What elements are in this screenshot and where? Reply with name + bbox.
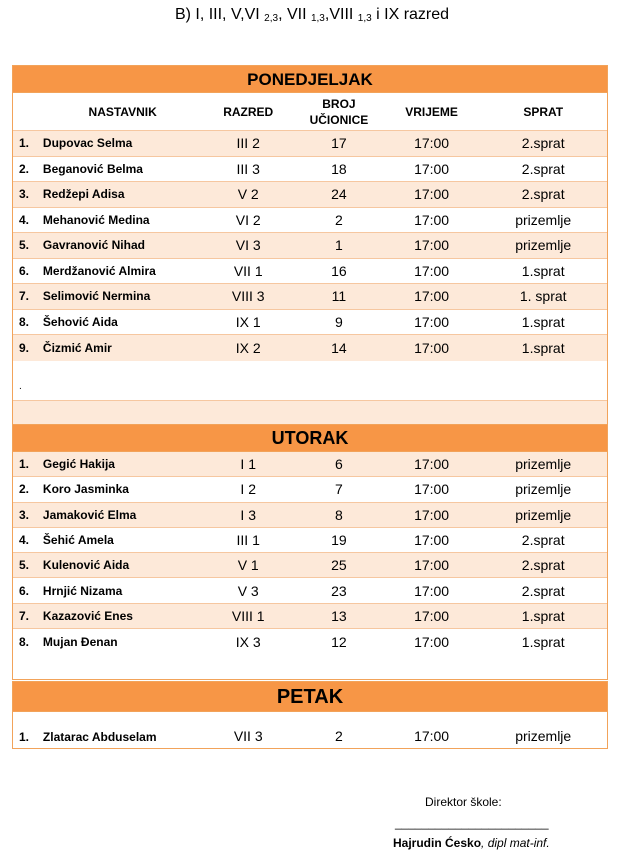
table-row	[13, 629, 607, 654]
teacher-name: Koro Jasminka	[42, 482, 129, 497]
table-row	[13, 528, 607, 553]
classroom-cell: 8	[335, 506, 343, 523]
floor-cell: 1. sprat	[519, 288, 567, 305]
class-cell: VII 3	[233, 728, 263, 744]
teacher-name: Beganović Belma	[42, 161, 143, 176]
floor-cell: prizemlje	[515, 506, 572, 523]
class-cell: III 2	[236, 135, 260, 152]
floor-cell: 2.sprat	[521, 557, 565, 574]
table-row	[13, 452, 607, 477]
table-row	[13, 310, 607, 336]
row-number: 9.	[19, 340, 30, 355]
classroom-cell: 24	[331, 186, 347, 203]
teacher-name: Zlatarac Abduselam	[42, 730, 157, 744]
time-cell: 17:00	[414, 557, 450, 574]
time-cell: 17:00	[414, 211, 450, 228]
floor-cell: 1.sprat	[521, 607, 565, 624]
classroom-cell: 9	[335, 313, 343, 330]
table-row	[13, 259, 607, 285]
table-row	[13, 553, 607, 578]
col-sprat: SPRAT	[523, 104, 564, 119]
row-number: 3.	[19, 187, 30, 202]
teacher-name: Gegić Hakija	[42, 457, 115, 472]
classroom-cell: 2	[335, 728, 343, 744]
table-row	[13, 712, 607, 748]
teacher-name: Kazazović Enes	[42, 608, 133, 623]
time-cell: 17:00	[414, 456, 450, 473]
class-cell: I 1	[240, 456, 256, 473]
classroom-cell: 16	[331, 262, 347, 279]
row-number: 1.	[19, 136, 30, 151]
class-cell: V 3	[237, 582, 259, 599]
time-cell: 17:00	[414, 582, 450, 599]
row-number: 6.	[19, 263, 30, 278]
time-cell: 17:00	[414, 481, 450, 498]
class-cell: IX 2	[235, 339, 261, 356]
time-cell: 17:00	[414, 313, 450, 330]
table-row	[13, 284, 607, 310]
time-cell: 17:00	[414, 506, 450, 523]
floor-cell: prizemlje	[515, 237, 572, 254]
time-cell: 17:00	[414, 135, 450, 152]
col-razred: RAZRED	[223, 104, 274, 119]
row-number: 8.	[19, 314, 30, 329]
class-cell: III 3	[236, 160, 260, 177]
table-row	[13, 131, 607, 157]
floor-cell: 2.sprat	[521, 160, 565, 177]
floor-cell: prizemlje	[515, 211, 572, 228]
table-row	[13, 208, 607, 234]
teacher-name: Šehić Amela	[42, 533, 114, 548]
signature-line: _______________________	[395, 816, 549, 830]
row-number: 1.	[19, 730, 30, 744]
time-cell: 17:00	[414, 532, 450, 549]
classroom-cell: 17	[331, 135, 347, 152]
col-broj-ucionice: BROJ UČIONICE	[309, 96, 369, 127]
teacher-name: Mujan Đenan	[42, 634, 118, 649]
row-number: 3.	[19, 507, 30, 522]
time-cell: 17:00	[414, 160, 450, 177]
row-number: 4.	[19, 212, 30, 227]
table-row	[13, 182, 607, 208]
teacher-name: Selimović Nermina	[42, 289, 151, 304]
col-nastavnik: NASTAVNIK	[88, 104, 157, 119]
row-number: 5.	[19, 558, 30, 573]
petak-table	[12, 681, 608, 749]
classroom-cell: 14	[331, 339, 347, 356]
classroom-cell: 23	[331, 582, 347, 599]
table-row	[13, 578, 607, 603]
floor-cell: prizemlje	[515, 456, 572, 473]
teacher-name: Hrnjić Nizama	[42, 583, 123, 598]
time-cell: 17:00	[414, 339, 450, 356]
table-row	[13, 604, 607, 629]
teacher-name: Mehanović Medina	[42, 212, 150, 227]
filler-row	[13, 654, 607, 679]
teacher-name: Merdžanović Almira	[42, 263, 156, 278]
floor-cell: prizemlje	[515, 728, 572, 744]
class-cell: I 2	[240, 481, 256, 498]
class-cell: III 1	[236, 532, 260, 549]
signature-name: Hajrudin Ćesko, dipl mat-inf.	[393, 836, 550, 850]
col-vrijeme: VRIJEME	[405, 104, 458, 119]
teacher-name: Dupovac Selma	[42, 136, 133, 151]
floor-cell: 1.sprat	[521, 313, 565, 330]
classroom-cell: 19	[331, 532, 347, 549]
row-number: 2.	[19, 482, 30, 497]
table-row	[13, 233, 607, 259]
floor-cell: 1.sprat	[521, 262, 565, 279]
floor-cell: 2.sprat	[521, 582, 565, 599]
teacher-name: Kulenović Aida	[42, 558, 130, 573]
class-cell: IX 3	[235, 633, 261, 650]
table-row	[13, 503, 607, 528]
time-cell: 17:00	[414, 262, 450, 279]
time-cell: 17:00	[414, 728, 450, 744]
floor-cell: 2.sprat	[521, 186, 565, 203]
table-row	[13, 157, 607, 183]
time-cell: 17:00	[414, 288, 450, 305]
teacher-name: Redžepi Adisa	[42, 187, 125, 202]
class-cell: VIII 3	[231, 288, 265, 305]
table-row	[13, 477, 607, 502]
row-number: 1.	[19, 457, 30, 472]
floor-cell: 1.sprat	[521, 633, 565, 650]
row-number: 6.	[19, 583, 30, 598]
class-cell: V 1	[237, 557, 259, 574]
row-number: 2.	[19, 161, 30, 176]
row-number: 4.	[19, 533, 30, 548]
time-cell: 17:00	[414, 607, 450, 624]
time-cell: 17:00	[414, 633, 450, 650]
floor-cell: prizemlje	[515, 481, 572, 498]
floor-cell: 2.sprat	[521, 135, 565, 152]
day-header: PETAK	[13, 682, 607, 712]
filler-row	[13, 401, 607, 426]
row-number: 7.	[19, 608, 30, 623]
row-number: 8.	[19, 634, 30, 649]
class-cell: VI 3	[235, 237, 261, 254]
classroom-cell: 11	[331, 288, 347, 305]
floor-cell: 2.sprat	[521, 532, 565, 549]
teacher-name: Šehović Aida	[42, 314, 118, 329]
signature-label: Direktor škole:	[425, 795, 502, 809]
teacher-name: Jamaković Elma	[42, 507, 137, 522]
class-cell: V 2	[237, 186, 259, 203]
floor-cell: 1.sprat	[521, 339, 565, 356]
page-title: B) I, III, V,VI $_{2,3}$, VII $_{1,3}$,VIII $_{1,3}$ i IX razred	[174, 6, 450, 24]
row-number: 7.	[19, 289, 30, 304]
time-cell: 17:00	[414, 186, 450, 203]
class-cell: IX 1	[235, 313, 261, 330]
classroom-cell: 25	[331, 557, 347, 574]
classroom-cell: 1	[335, 237, 343, 254]
classroom-cell: 18	[331, 160, 347, 177]
classroom-cell: 7	[335, 481, 343, 498]
teacher-name: Čizmić Amir	[42, 340, 112, 355]
ponedjeljak-table	[12, 65, 608, 427]
class-cell: VIII 1	[231, 607, 265, 624]
teacher-name: Gavranović Nihad	[42, 238, 145, 253]
day-header: PONEDJELJAK	[13, 66, 607, 93]
utorak-table	[12, 424, 608, 680]
class-cell: VII 1	[233, 262, 263, 279]
classroom-cell: 6	[335, 456, 343, 473]
filler-row: .	[13, 361, 607, 401]
class-cell: I 3	[240, 506, 256, 523]
column-header-row	[13, 93, 607, 131]
row-number: 5.	[19, 238, 30, 253]
table-row	[13, 335, 607, 361]
class-cell: VI 2	[235, 211, 261, 228]
classroom-cell: 12	[331, 633, 347, 650]
classroom-cell: 13	[331, 607, 347, 624]
day-header: UTORAK	[13, 425, 607, 452]
time-cell: 17:00	[414, 237, 450, 254]
classroom-cell: 2	[335, 211, 343, 228]
